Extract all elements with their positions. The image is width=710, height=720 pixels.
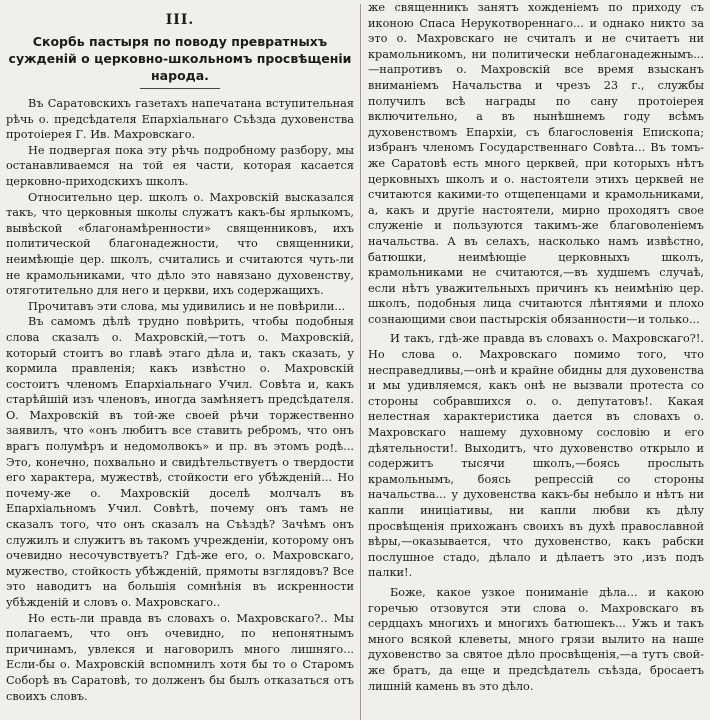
paragraph: Прочитавъ эти слова, мы удивились и не повѣрили...	[28, 299, 346, 313]
title-rule	[140, 88, 220, 89]
paragraph: Боже, какое узкое пониманіе дѣла... и какою горечью отзовутся эти слова о. Махровскаго въ сердцахъ многихъ и многихъ батюшекъ... Ужъ и такъ много всякой клеветы, много грязи вылито на наше духовенство за святое дѣло просвѣщенія,—а тутъ свой-же братъ, да еще и предсѣдатель съѣзда, бросаетъ лишній камень въ это дѣло.	[368, 585, 704, 693]
paragraph: Не подвергая пока эту рѣчь подробному разбору, мы останавливаемся на той ея части, которая касается церковно-приходскихъ школъ.	[6, 143, 354, 188]
left-column	[6, 0, 354, 720]
article-title: Скорбь пастыря по поводу превратныхъ сужденій о церковно-школьномъ просвѣщеніи народа.	[8, 34, 352, 83]
section-number: III.	[165, 12, 195, 28]
right-column	[368, 0, 704, 720]
paragraph: И такъ, гдѣ-же правда въ словахъ о. Махровскаго?!. Но слова о. Махровскаго помимо того, что несправедливы,—онѣ и крайне обидны для духовенства и мы удивляемся, какъ онѣ не вызвали протеста со стороны собравшихся о. о. депутатовъ!. Какая нелестная характеристика дается въ словахъ о. Махровскаго нашему духовному сословію и его дѣятельности!. Выходитъ, что духовенство открыло и содержитъ тысячи школъ,—боясь прослыть крамольнымъ, боясь репрессій со стороны начальства... у духовенства какъ-бы небыло и нѣтъ ни капли иниціативы, ни капли любви къ дѣлу просвѣщенія прихожанъ своихъ въ духѣ православной вѣры,—оказывается, что духовенство, какъ рабски послушное стадо, дѣлало и дѣлаетъ это ,изъ подъ палки!.	[368, 332, 704, 580]
paragraph: Относительно цер. школъ о. Махровскій высказался такъ, что церковныя школы служатъ какъ-бы ярлыкомъ, вывѣской «благонамѣренности» священниковъ, ихъ политической благонадежности, что священники, неимѣющіе цер. школъ, считались и считаются чуть-ли не крамольниками, что дѣло это навязано духовенству, отяготительно для него и церкви, ихъ содержащихъ.	[6, 190, 354, 298]
paragraph: Въ Саратовскихъ газетахъ напечатана вступительная рѣчь о. предсѣдателя Епархіальнаго Съѣзда духовенства протоіерея Г. Ив. Махровскаго.	[6, 97, 354, 142]
paragraph: Но есть-ли правда въ словахъ о. Махровскаго?.. Мы полагаемъ, что онъ очевидно, по непонятнымъ причинамъ, увлекся и наговорилъ много лишняго... Если-бы о. Махровскій вспомнилъ хотя бы то о Старомъ Соборѣ въ Саратовѣ, то долженъ бы былъ отказаться отъ своихъ словъ.	[6, 611, 354, 703]
paragraph: Въ самомъ дѣлѣ трудно повѣрить, чтобы подобныя слова сказалъ о. Махровскій,—тотъ о. Махровскій, который стоитъ во главѣ этаго дѣла и, такъ сказать, у кормила правленія; какъ извѣстно о. Махровскій состоитъ членомъ Епархіальнаго Учил. Совѣта и, какъ старѣйшій изъ членовъ, иногда замѣняетъ предсѣдателя. О. Махровскій въ той-же своей рѣчи торжественно заявилъ, что «онъ любитъ все ставить ребромъ, что онъ врагъ полумѣръ и недомолвокъ» и пр. въ этомъ родѣ... Это, конечно, похвально и свидѣтельствуетъ о твердости его характера, мужествѣ, стойкости его убѣжденій... Но почему-же о. Махровскій доселѣ молчалъ въ Епархіальномъ Учил. Совѣтѣ, почему онъ тамъ не сказалъ того, что онъ сказалъ на Съѣздѣ? Зачѣмъ онъ служилъ и служитъ въ такомъ учрежденіи, которому онъ очевидно несочувствуетъ? Гдѣ-же его, о. Махровскаго, мужество, стойкость убѣжденій, прямоты взглядовъ? Все это наводитъ на большія сомнѣнія въ искренности убѣжденій и словъ о. Махровскаго..	[6, 315, 354, 609]
paragraph: же священникъ занятъ хожденіемъ по приходу съ иконою Спаса Нерукотвореннаго... и однако никто за это о. Махровскаго не считалъ и не считаетъ ни крамольникомъ, ни политически неблагонадежнымъ...—напротивъ о. Махровскій все время взысканъ вниманіемъ Начальства и чрезъ 23 г., службы получилъ всѣ награды по сану протоіерея включительно, а въ нынѣшнемъ году всѣмъ духовенствомъ Епархіи, съ благословенія Епископа; избранъ членомъ Государственнаго Совѣта... Въ томъ-же Саратовѣ есть много церквей, при которыхъ нѣтъ церковныхъ школъ и о. настоятели этихъ церквей не считаются какими-то отщепенцами и крамольниками, а, какъ и другіе настоятели, мирно проходятъ свое служеніе и пользуются такимъ-же благоволеніемъ начальства. А въ селахъ, насколько намъ извѣстно, батюшки, неимѣющіе церковныхъ школъ, крамольниками не считаются,—въ худшемъ случаѣ, если нѣтъ уважительныхъ причинъ къ неимѣнію цер. школъ, подобныя лица считаются лѣнтяями и плохо сознающими свои пастырскія обязанности—и только...	[368, 1, 704, 326]
column-divider	[360, 4, 361, 720]
